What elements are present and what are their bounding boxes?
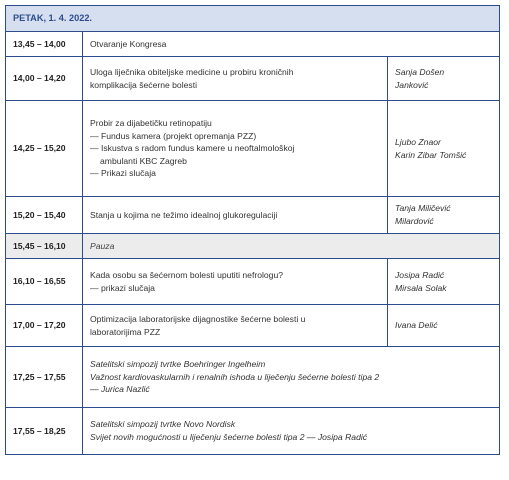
- row-time: 14,25 – 15,20: [6, 101, 83, 197]
- speaker-line: Ljubo Znaor: [395, 136, 441, 147]
- table-row: [6, 305, 500, 347]
- row-title: [83, 305, 388, 347]
- row-title: Pauza: [83, 234, 500, 259]
- table-row: [6, 197, 500, 234]
- title-line: — prikazi slučaja: [90, 282, 155, 293]
- title-line: Satelitski simpozij tvrtke Boehringer Ingelheim: [90, 359, 266, 370]
- title-line: Optimizacija laboratorijske dijagnostike šećerne bolesti u: [90, 313, 306, 324]
- table-row: [6, 259, 500, 305]
- speaker-line: Karin Zibar Tomšić: [395, 149, 467, 160]
- table-row: [6, 101, 500, 197]
- title-line: — Prikazi slučaja: [90, 168, 156, 179]
- row-speaker: [388, 57, 500, 101]
- title-line: komplikacija šećerne bolesti: [90, 79, 197, 90]
- row-speaker: [388, 259, 500, 305]
- row-title: [83, 408, 500, 455]
- row-speaker: [388, 197, 500, 234]
- title-line: — Jurica Nazlić: [90, 384, 150, 395]
- row-title: [83, 101, 388, 197]
- speaker-line: Sanja Došen: [395, 66, 445, 77]
- title-line: — Fundus kamera (projekt opremanja PZZ): [90, 130, 257, 141]
- row-speaker: [388, 101, 500, 197]
- row-title: [83, 259, 388, 305]
- row-time: 17,25 – 17,55: [6, 347, 83, 408]
- row-time: 17,00 – 17,20: [6, 305, 83, 347]
- row-time: 14,00 – 14,20: [6, 57, 83, 101]
- title-line: Probir za dijabetičku retinopatiju: [90, 118, 212, 129]
- speaker-line: Milardović: [395, 216, 434, 226]
- row-time: 16,10 – 16,55: [6, 259, 83, 305]
- table-row: [6, 57, 500, 101]
- table-row: [6, 408, 500, 455]
- row-time: 17,55 – 18,25: [6, 408, 83, 455]
- table-row: [6, 234, 500, 259]
- row-title: Otvaranje Kongresa: [83, 32, 500, 57]
- speaker-line: Janković: [395, 79, 429, 90]
- title-line: ambulanti KBC Zagreb: [100, 155, 187, 166]
- title-line: laboratorijima PZZ: [90, 326, 161, 337]
- row-time: 15,20 – 15,40: [6, 197, 83, 234]
- table-row: [6, 347, 500, 408]
- title-line: Važnost kardiovaskularnih i renalnih ishoda u liječenju šećerne bolesti tipa 2: [90, 371, 380, 382]
- table-row: [6, 32, 500, 57]
- day-header: PETAK, 1. 4. 2022.: [6, 6, 500, 32]
- speaker-line: Tanja Miličević: [395, 203, 451, 214]
- program-table: [5, 5, 500, 455]
- row-title: [83, 57, 388, 101]
- title-line: Satelitski simpozij tvrtke Novo Nordisk: [90, 419, 236, 430]
- speaker-line: Mirsala Solak: [395, 282, 447, 293]
- row-speaker: Ivana Delić: [388, 305, 500, 347]
- day-header-row: [6, 6, 500, 32]
- title-line: — Iskustva s radom fundus kamere u neoftalmološkoj: [90, 143, 295, 154]
- row-title: Stanja u kojima ne težimo idealnoj glukoregulaciji: [83, 197, 388, 234]
- row-title: [83, 347, 500, 408]
- row-time: 15,45 – 16,10: [6, 234, 83, 259]
- title-line: Kada osobu sa šećernom bolesti uputiti nefrologu?: [90, 269, 284, 280]
- row-time: 13,45 – 14,00: [6, 32, 83, 57]
- speaker-line: Josipa Radić: [395, 269, 445, 280]
- title-line: Uloga liječnika obiteljske medicine u probiru kroničnih: [90, 66, 294, 77]
- title-line: Svijet novih mogućnosti u liječenju šećerne bolesti tipa 2 — Josipa Radić: [90, 432, 368, 442]
